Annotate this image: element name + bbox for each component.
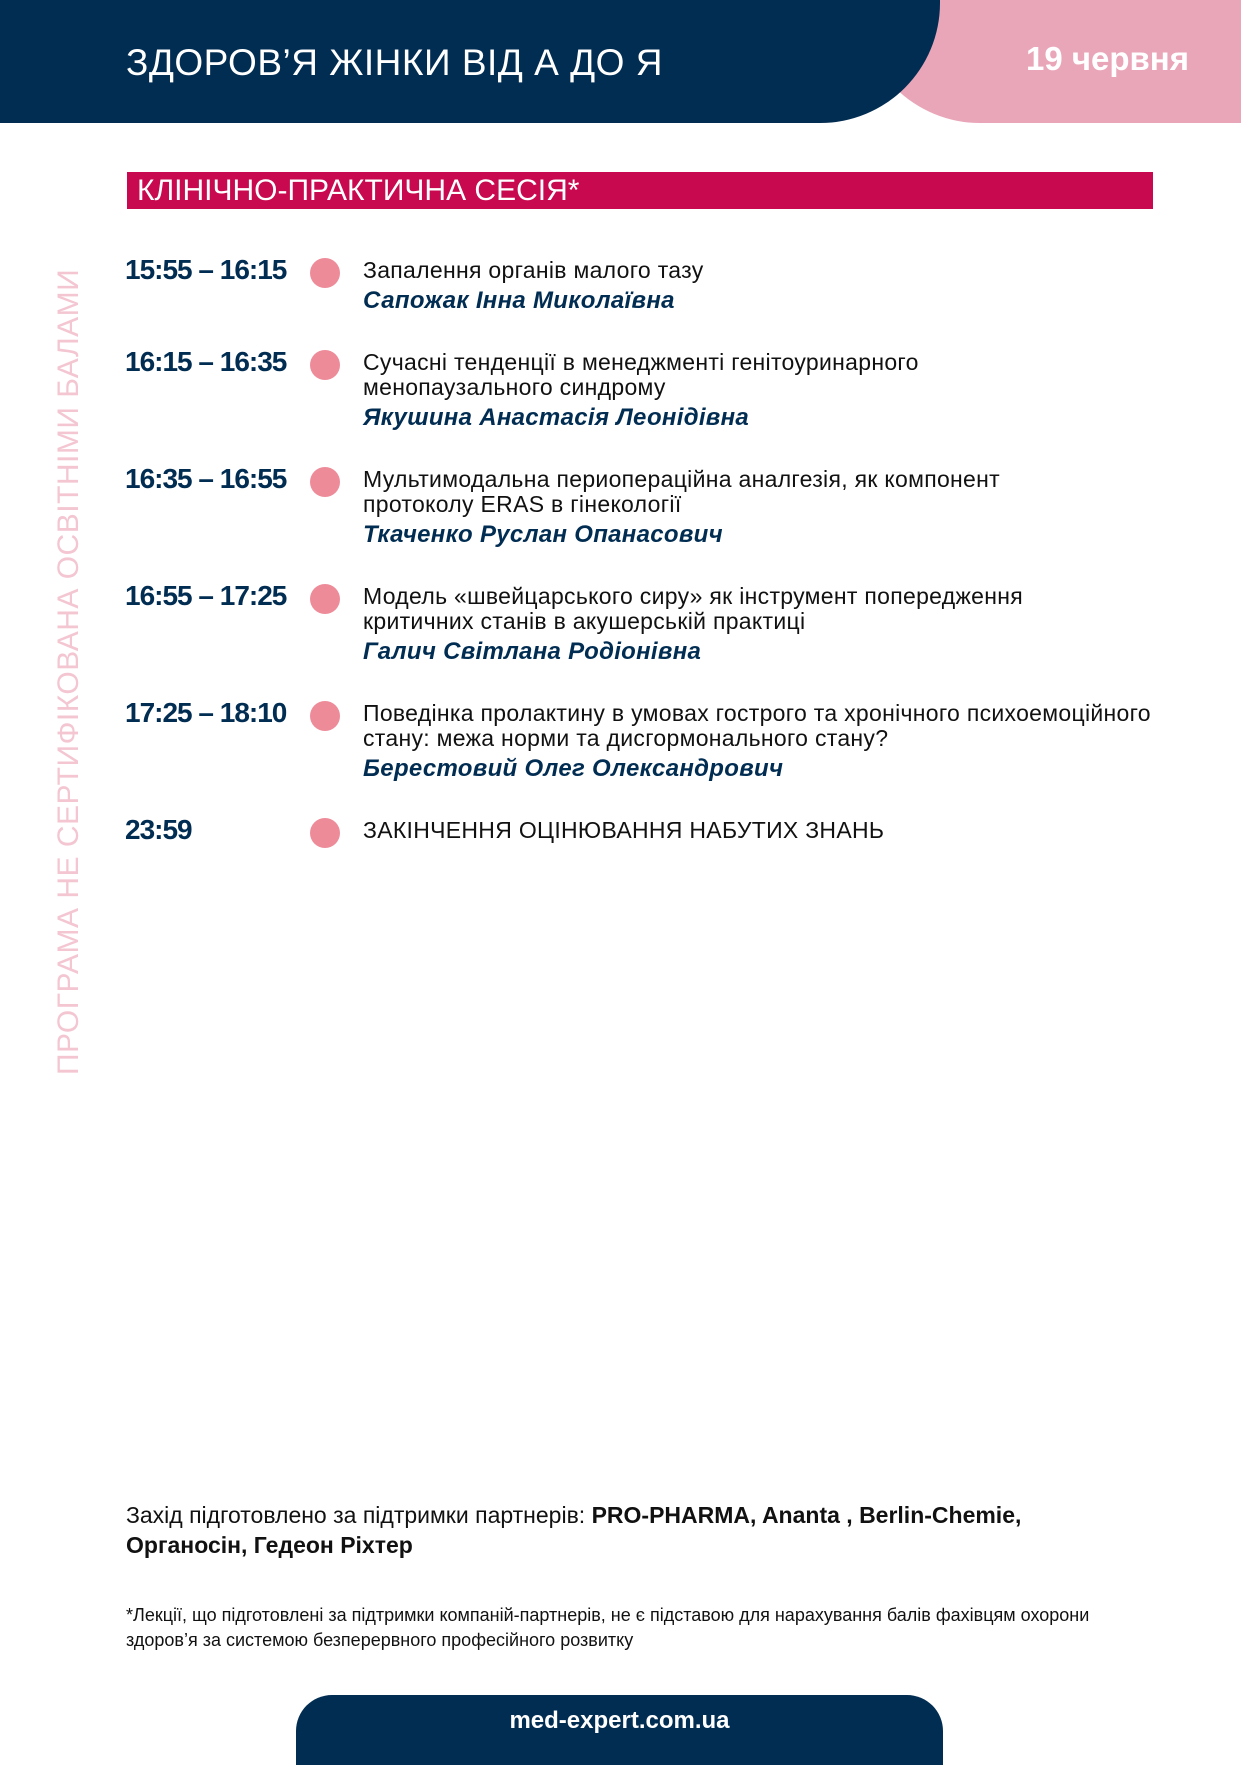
footnote: *Лекції, що підготовлені за підтримки компаній-партнерів, не є підставою для нарахування балів фахівцям охорони здоров’я за системою безперервного професійного розвитку [126,1605,1090,1650]
event-date: 19 червня [1025,40,1189,77]
footer-bar [296,1695,943,1765]
schedule-speaker: Сапожак Інна Миколаївна [363,287,675,314]
certification-note: ПРОГРАМА НЕ СЕРТИФІКОВАНА ОСВІТНІМИ БАЛАМИ [52,268,85,1075]
bullet-dot-icon [310,467,340,497]
schedule-speaker: Якушина Анастасія Леонідівна [363,404,750,431]
page-title: ЗДОРОВ’Я ЖІНКИ ВІД А ДО Я [126,42,663,83]
schedule-topic: Сучасні тенденції в менеджменті генітоуринарного менопаузального синдрому [363,349,919,400]
bullet-dot-icon [310,701,340,731]
schedule-topic: ЗАКІНЧЕННЯ ОЦІНЮВАННЯ НАБУТИХ ЗНАНЬ [363,817,885,843]
schedule-time: 15:55 – 16:15 [125,254,287,285]
schedule-time: 23:59 [125,814,192,845]
bullet-dot-icon [310,584,340,614]
schedule-time: 16:35 – 16:55 [125,463,287,494]
partners-note [126,1500,1126,1560]
schedule-time: 16:15 – 16:35 [125,346,287,377]
partners-names-line1: PRO-PHARMA, Ananta , Berlin-Chemie, [591,1502,1022,1528]
schedule-topic: Мультимодальна периопераційна аналгезія, як компонент протоколу ERAS в гінекології [363,466,1000,517]
bullet-dot-icon [310,258,340,288]
schedule-speaker: Галич Світлана Родіонівна [363,638,702,665]
schedule-topic: Запалення органів малого тазу [363,257,704,283]
bullet-dot-icon [310,350,340,380]
schedule-time: 16:55 – 17:25 [125,580,287,611]
schedule-time: 17:25 – 18:10 [125,697,287,728]
schedule-speaker: Берестовий Олег Олександрович [363,755,784,782]
session-title: КЛІНІЧНО-ПРАКТИЧНА СЕСІЯ* [127,172,1153,209]
schedule-speaker: Ткаченко Руслан Опанасович [363,521,723,548]
partners-intro: Захід підготовлено за підтримки партнерів: [126,1502,592,1528]
bullet-dot-icon [310,818,340,848]
partners-names-line2: Органосін, Гедеон Ріхтер [126,1532,413,1558]
schedule-topic: Модель «швейцарського сиру» як інструмент попередження критичних станів в акушерській практиці [363,583,1024,634]
footer-url-link[interactable]: med-expert.com.ua [509,1707,730,1734]
schedule-topic: Поведінка пролактину в умовах гострого та хронічного психоемоційного стану: межа норми та дисгормонального стану? [363,700,1151,751]
